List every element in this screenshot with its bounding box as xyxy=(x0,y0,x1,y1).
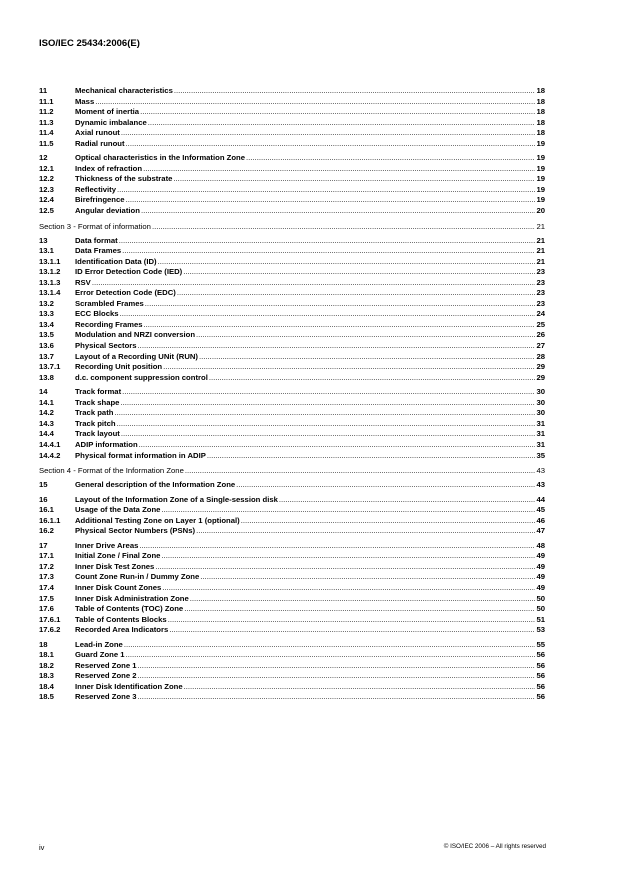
toc-entry-title: Usage of the Data Zone xyxy=(75,505,161,515)
toc-entry-title: RSV xyxy=(75,277,91,287)
toc-entry-title: Track path xyxy=(75,408,114,418)
toc-entry[interactable] xyxy=(39,267,545,278)
toc-entry-title: Thickness of the substrate xyxy=(75,174,173,184)
toc-page-number: 30 xyxy=(536,397,545,407)
toc-entry[interactable] xyxy=(39,615,545,626)
toc-entry-title: Data format xyxy=(75,235,118,245)
toc-entry-number: 12.3 xyxy=(39,184,54,194)
toc-entry[interactable] xyxy=(39,440,545,451)
toc-entry-title: Inner Disk Administration Zone xyxy=(75,593,189,603)
toc-group xyxy=(39,387,545,461)
toc-entry-number: 13.1.3 xyxy=(39,277,61,287)
toc-page-number: 56 xyxy=(536,692,545,702)
toc-page-number: 56 xyxy=(536,671,545,681)
toc-entry[interactable] xyxy=(39,480,545,491)
toc-entry-number: 11.5 xyxy=(39,138,54,148)
toc-entry[interactable] xyxy=(39,246,545,257)
toc-section-heading[interactable] xyxy=(39,465,545,476)
toc-entry[interactable] xyxy=(39,625,545,636)
toc-entry-number: 17.1 xyxy=(39,551,54,561)
toc-entry-number: 11.4 xyxy=(39,128,54,138)
toc-entry-number: 17.5 xyxy=(39,593,54,603)
toc-entry-number: 17.6.1 xyxy=(39,614,61,624)
toc-leader-dots xyxy=(155,562,535,573)
toc-page-number: 29 xyxy=(536,362,545,372)
toc-group xyxy=(39,86,545,149)
toc-entry-title: ID Error Detection Code (IED) xyxy=(75,267,183,277)
toc-page-number: 23 xyxy=(536,288,545,298)
toc-page-number: 31 xyxy=(536,439,545,449)
toc-group xyxy=(39,236,545,384)
toc-leader-dots xyxy=(236,480,535,491)
toc-entry[interactable] xyxy=(39,153,545,164)
toc-entry-number: 14.4.1 xyxy=(39,439,61,449)
toc-leader-dots xyxy=(241,516,536,527)
toc-entry-title: Reserved Zone 1 xyxy=(75,660,137,670)
toc-leader-dots xyxy=(148,118,536,129)
toc-entry-title: Reserved Zone 2 xyxy=(75,671,137,681)
toc-entry[interactable] xyxy=(39,661,545,672)
toc-entry[interactable] xyxy=(39,551,545,562)
toc-entry[interactable] xyxy=(39,139,545,150)
toc-entry[interactable] xyxy=(39,299,545,310)
toc-leader-dots xyxy=(117,419,536,430)
toc-entry-title: Additional Testing Zone on Layer 1 (optional) xyxy=(75,515,240,525)
toc-entry[interactable] xyxy=(39,650,545,661)
toc-entry[interactable] xyxy=(39,288,545,299)
toc-page-number: 29 xyxy=(536,372,545,382)
toc-entry-number: 13.1.4 xyxy=(39,288,61,298)
toc-page-number: 23 xyxy=(536,267,545,277)
toc-page-number: 23 xyxy=(536,277,545,287)
toc-entry[interactable] xyxy=(39,341,545,352)
toc-page-number: 43 xyxy=(536,466,545,476)
toc-entry[interactable] xyxy=(39,516,545,527)
toc-entry[interactable] xyxy=(39,419,545,430)
toc-leader-dots xyxy=(144,320,536,331)
toc-entry-number: 18.4 xyxy=(39,681,54,691)
toc-page-number: 49 xyxy=(536,561,545,571)
toc-entry-title: Birefringence xyxy=(75,195,125,205)
toc-entry-number: 17 xyxy=(39,540,48,550)
toc-entry[interactable] xyxy=(39,505,545,516)
toc-entry[interactable] xyxy=(39,309,545,320)
toc-entry-title: Error Detection Code (EDC) xyxy=(75,288,176,298)
toc-leader-dots xyxy=(120,309,536,320)
toc-leader-dots xyxy=(184,604,535,615)
toc-leader-dots xyxy=(122,246,535,257)
toc-entry-number: 13.2 xyxy=(39,298,54,308)
toc-group xyxy=(39,640,545,703)
toc-leader-dots xyxy=(120,398,535,409)
toc-leader-dots xyxy=(174,86,536,97)
toc-page-number: 45 xyxy=(536,505,545,515)
toc-entry-number: 12 xyxy=(39,153,48,163)
toc-page-number: 19 xyxy=(536,174,545,184)
toc-entry[interactable] xyxy=(39,373,545,384)
toc-entry[interactable] xyxy=(39,408,545,419)
toc-leader-dots xyxy=(126,195,536,206)
toc-entry-number: 13.1.2 xyxy=(39,267,61,277)
toc-entry-number: 13.6 xyxy=(39,341,54,351)
toc-leader-dots xyxy=(138,661,536,672)
toc-page-number: 19 xyxy=(536,184,545,194)
toc-entry-number: 14.1 xyxy=(39,397,54,407)
toc-entry-number: 18.3 xyxy=(39,671,54,681)
toc-entry-title: Physical Sectors xyxy=(75,341,137,351)
toc-entry[interactable] xyxy=(39,429,545,440)
toc-entry-number: 11 xyxy=(39,86,48,95)
toc-entry[interactable] xyxy=(39,174,545,185)
toc-leader-dots xyxy=(173,174,535,185)
toc-group xyxy=(39,495,545,537)
toc-page-number: 21 xyxy=(536,221,545,231)
toc-entry[interactable] xyxy=(39,640,545,651)
toc-entry-number: 12.1 xyxy=(39,163,54,173)
toc-entry-title: Initial Zone / Final Zone xyxy=(75,551,161,561)
toc-page-number: 18 xyxy=(536,107,545,117)
toc-entry-number: 17.6.2 xyxy=(39,625,61,635)
toc-leader-dots xyxy=(190,594,536,605)
toc-entry-title: Table of Contents Blocks xyxy=(75,614,167,624)
toc-entry-title: Data Frames xyxy=(75,246,122,256)
document-header: ISO/IEC 25434:2006(E) xyxy=(39,38,140,49)
toc-page-number: 19 xyxy=(536,163,545,173)
toc-leader-dots xyxy=(114,408,535,419)
toc-page-number: 18 xyxy=(536,96,545,106)
toc-leader-dots xyxy=(200,572,535,583)
toc-entry-number: 13.1 xyxy=(39,246,54,256)
toc-leader-dots xyxy=(209,373,536,384)
toc-entry[interactable] xyxy=(39,206,545,217)
toc-entry-title: d.c. component suppression control xyxy=(75,372,208,382)
toc-entry[interactable] xyxy=(39,330,545,341)
toc-page-number: 30 xyxy=(536,408,545,418)
toc-leader-dots xyxy=(196,526,535,537)
toc-entry-number: 13.1.1 xyxy=(39,256,61,266)
toc-leader-dots xyxy=(177,288,536,299)
toc-page-number: 19 xyxy=(536,195,545,205)
toc-entry-number: 18 xyxy=(39,639,48,649)
toc-leader-dots xyxy=(139,440,536,451)
toc-entry-title: Track shape xyxy=(75,397,120,407)
toc-page-number: 43 xyxy=(536,480,545,490)
toc-section-title: Section 3 - Format of information xyxy=(39,221,151,231)
toc-entry-number: 11.1 xyxy=(39,96,54,106)
toc-entry[interactable] xyxy=(39,320,545,331)
toc-entry[interactable] xyxy=(39,604,545,615)
toc-entry-title: Inner Disk Identification Zone xyxy=(75,681,183,691)
toc-entry-number: 13.7.1 xyxy=(39,362,61,372)
toc-page-number: 53 xyxy=(536,625,545,635)
toc-page-number: 55 xyxy=(536,639,545,649)
toc-entry[interactable] xyxy=(39,594,545,605)
toc-entry[interactable] xyxy=(39,362,545,373)
toc-leader-dots xyxy=(168,615,536,626)
toc-leader-dots xyxy=(163,362,535,373)
toc-entry-title: Recording Frames xyxy=(75,319,143,329)
toc-page-number: 44 xyxy=(536,494,545,504)
toc-entry[interactable] xyxy=(39,387,545,398)
toc-page-number: 48 xyxy=(536,540,545,550)
toc-leader-dots xyxy=(121,429,536,440)
toc-page-number: 26 xyxy=(536,330,545,340)
toc-page-number: 51 xyxy=(536,614,545,624)
toc-page-number: 20 xyxy=(536,206,545,216)
toc-leader-dots xyxy=(122,387,535,398)
toc-entry-number: 18.1 xyxy=(39,650,54,660)
toc-entry-title: Table of Contents (TOC) Zone xyxy=(75,604,184,614)
toc-page-number: 24 xyxy=(536,309,545,319)
toc-entry-number: 12.4 xyxy=(39,195,54,205)
toc-leader-dots xyxy=(139,541,535,552)
toc-entry[interactable] xyxy=(39,236,545,247)
toc-entry-title: Layout of the Information Zone of a Single-session disk xyxy=(75,494,278,504)
toc-entry-number: 14.2 xyxy=(39,408,54,418)
toc-entry-number: 14.4.2 xyxy=(39,450,61,460)
toc-page-number: 56 xyxy=(536,681,545,691)
toc-entry[interactable] xyxy=(39,164,545,175)
toc-entry[interactable] xyxy=(39,495,545,506)
toc-group xyxy=(39,153,545,216)
toc-leader-dots xyxy=(126,650,536,661)
toc-entry-title: Inner Disk Count Zones xyxy=(75,582,162,592)
toc-section-heading[interactable] xyxy=(39,221,545,232)
toc-entry-number: 14 xyxy=(39,387,48,397)
toc-entry-title: Inner Drive Areas xyxy=(75,540,139,550)
toc-entry-number: 17.3 xyxy=(39,572,54,582)
toc-entry-title: Scrambled Frames xyxy=(75,298,144,308)
toc-leader-dots xyxy=(92,278,536,289)
toc-entry[interactable] xyxy=(39,572,545,583)
toc-leader-dots xyxy=(119,236,536,247)
toc-page-number: 21 xyxy=(536,256,545,266)
table-of-contents xyxy=(39,86,545,707)
toc-leader-dots xyxy=(140,107,535,118)
toc-entry[interactable] xyxy=(39,107,545,118)
toc-entry[interactable] xyxy=(39,451,545,462)
toc-entry-number: 16 xyxy=(39,494,48,504)
toc-leader-dots xyxy=(138,671,536,682)
toc-page-number: 31 xyxy=(536,429,545,439)
toc-leader-dots xyxy=(138,692,536,703)
toc-entry-title: Optical characteristics in the Information Zone xyxy=(75,153,246,163)
toc-entry-title: Reserved Zone 3 xyxy=(75,692,137,702)
toc-entry-number: 12.5 xyxy=(39,206,54,216)
toc-entry-title: Moment of inertia xyxy=(75,107,140,117)
toc-entry-number: 18.5 xyxy=(39,692,54,702)
toc-leader-dots xyxy=(124,640,536,651)
toc-group xyxy=(39,541,545,636)
toc-entry-number: 16.1.1 xyxy=(39,515,61,525)
toc-page-number: 23 xyxy=(536,298,545,308)
toc-entry[interactable] xyxy=(39,541,545,552)
toc-leader-dots xyxy=(162,583,535,594)
toc-leader-dots xyxy=(279,495,536,506)
toc-entry[interactable] xyxy=(39,398,545,409)
toc-entry-number: 18.2 xyxy=(39,660,54,670)
toc-entry-title: Track pitch xyxy=(75,418,116,428)
toc-entry[interactable] xyxy=(39,257,545,268)
toc-entry-title: Axial runout xyxy=(75,128,120,138)
toc-entry-number: 11.2 xyxy=(39,107,54,117)
toc-entry-number: 13.4 xyxy=(39,319,54,329)
toc-entry[interactable] xyxy=(39,692,545,703)
toc-entry-title: Radial runout xyxy=(75,138,125,148)
toc-entry-number: 16.2 xyxy=(39,526,54,536)
toc-entry[interactable] xyxy=(39,562,545,573)
toc-entry[interactable] xyxy=(39,278,545,289)
toc-entry-title: Recording Unit position xyxy=(75,362,163,372)
toc-entry-title: Dynamic imbalance xyxy=(75,117,147,127)
toc-entry-number: 12.2 xyxy=(39,174,54,184)
toc-entry[interactable] xyxy=(39,352,545,363)
toc-leader-dots xyxy=(161,505,535,516)
toc-entry-title: Track layout xyxy=(75,429,120,439)
toc-entry-number: 17.6 xyxy=(39,604,54,614)
toc-entry-number: 17.4 xyxy=(39,582,54,592)
toc-leader-dots xyxy=(117,185,535,196)
toc-page-number: 46 xyxy=(536,515,545,525)
toc-page-number: 49 xyxy=(536,551,545,561)
toc-page-number: 18 xyxy=(536,128,545,138)
toc-page-number: 30 xyxy=(536,387,545,397)
toc-entry[interactable] xyxy=(39,128,545,139)
toc-entry-number: 17.2 xyxy=(39,561,54,571)
toc-entry-title: ECC Blocks xyxy=(75,309,119,319)
toc-leader-dots xyxy=(161,551,535,562)
toc-group xyxy=(39,480,545,491)
toc-entry-number: 14.4 xyxy=(39,429,54,439)
toc-entry-title: Identification Data (ID) xyxy=(75,256,157,266)
toc-page-number: 21 xyxy=(536,235,545,245)
toc-entry-title: Track format xyxy=(75,387,122,397)
toc-entry-title: Modulation and NRZI conversion xyxy=(75,330,196,340)
toc-entry[interactable] xyxy=(39,526,545,537)
toc-entry-number: 13.8 xyxy=(39,372,54,382)
toc-entry-title: Layout of a Recording UNit (RUN) xyxy=(75,351,198,361)
toc-entry-title: Guard Zone 1 xyxy=(75,650,125,660)
toc-leader-dots xyxy=(145,299,536,310)
toc-entry-number: 13.5 xyxy=(39,330,54,340)
toc-entry[interactable] xyxy=(39,97,545,108)
toc-entry[interactable] xyxy=(39,118,545,129)
toc-page-number: 31 xyxy=(536,418,545,428)
toc-page-number: 27 xyxy=(536,341,545,351)
toc-entry[interactable] xyxy=(39,86,545,97)
toc-entry-title: ADIP information xyxy=(75,439,138,449)
toc-leader-dots xyxy=(196,330,535,341)
toc-entry-title: Index of refraction xyxy=(75,163,143,173)
toc-page-number: 19 xyxy=(536,153,545,163)
toc-entry[interactable] xyxy=(39,671,545,682)
toc-entry-number: 13.3 xyxy=(39,309,54,319)
toc-entry[interactable] xyxy=(39,195,545,206)
toc-leader-dots xyxy=(138,341,536,352)
toc-entry-title: Count Zone Run-in / Dummy Zone xyxy=(75,572,200,582)
toc-entry-title: Angular deviation xyxy=(75,206,140,216)
toc-entry-title: Mass xyxy=(75,96,95,106)
toc-entry-title: Lead-in Zone xyxy=(75,639,123,649)
toc-page-number: 56 xyxy=(536,660,545,670)
toc-leader-dots xyxy=(126,139,536,150)
copyright-notice: © ISO/IEC 2006 – All rights reserved xyxy=(443,843,546,850)
toc-entry-title: Recorded Area Indicators xyxy=(75,625,169,635)
toc-page-number: 49 xyxy=(536,582,545,592)
toc-leader-dots xyxy=(121,128,536,139)
toc-entry-number: 15 xyxy=(39,480,48,490)
toc-page-number: 18 xyxy=(536,86,545,95)
toc-entry-number: 13 xyxy=(39,235,48,245)
toc-entry-title: Inner Disk Test Zones xyxy=(75,561,155,571)
toc-page-number: 28 xyxy=(536,351,545,361)
toc-leader-dots xyxy=(169,625,535,636)
toc-page-number: 50 xyxy=(536,604,545,614)
toc-page-number: 50 xyxy=(536,593,545,603)
toc-page-number: 47 xyxy=(536,526,545,536)
toc-entry[interactable] xyxy=(39,185,545,196)
page-number: iv xyxy=(39,843,45,852)
toc-entry-number: 14.3 xyxy=(39,418,54,428)
toc-leader-dots xyxy=(185,465,536,476)
toc-entry-title: Physical format information in ADIP xyxy=(75,450,206,460)
toc-leader-dots xyxy=(183,267,535,278)
toc-leader-dots xyxy=(207,451,536,462)
toc-entry-title: Reflectivity xyxy=(75,184,117,194)
toc-leader-dots xyxy=(143,164,535,175)
toc-page-number: 35 xyxy=(536,450,545,460)
toc-leader-dots xyxy=(152,221,535,232)
toc-entry-title: Physical Sector Numbers (PSNs) xyxy=(75,526,196,536)
toc-page-number: 19 xyxy=(536,138,545,148)
toc-entry-number: 16.1 xyxy=(39,505,54,515)
toc-leader-dots xyxy=(246,153,535,164)
toc-leader-dots xyxy=(199,352,535,363)
toc-entry-title: Mechanical characteristics xyxy=(75,86,173,95)
toc-section-title: Section 4 - Format of the Information Zone xyxy=(39,466,184,476)
toc-entry-title: General description of the Information Zone xyxy=(75,480,236,490)
toc-page-number: 56 xyxy=(536,650,545,660)
toc-page-number: 21 xyxy=(536,246,545,256)
toc-entry-number: 11.3 xyxy=(39,117,54,127)
toc-page-number: 25 xyxy=(536,319,545,329)
toc-entry[interactable] xyxy=(39,583,545,594)
toc-entry-number: 13.7 xyxy=(39,351,54,361)
toc-leader-dots xyxy=(141,206,536,217)
toc-page-number: 49 xyxy=(536,572,545,582)
toc-entry[interactable] xyxy=(39,682,545,693)
toc-leader-dots xyxy=(95,97,535,108)
toc-leader-dots xyxy=(158,257,536,268)
toc-leader-dots xyxy=(184,682,536,693)
toc-page-number: 18 xyxy=(536,117,545,127)
